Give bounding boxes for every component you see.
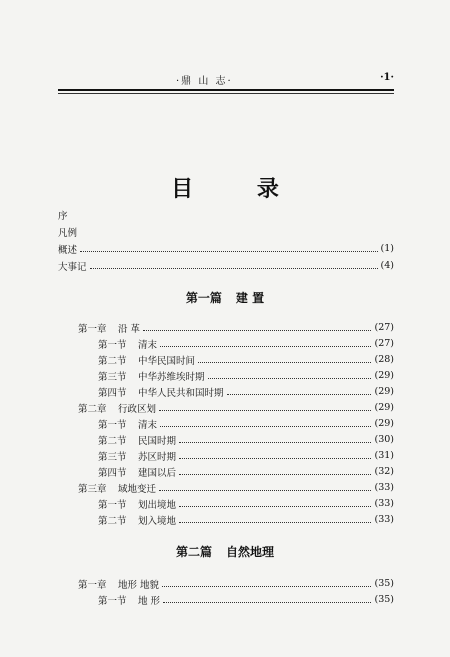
dot-leader — [163, 601, 371, 603]
toc-chapter[interactable] — [78, 400, 394, 415]
toc-section[interactable] — [98, 384, 394, 399]
toc-entry-page: (29) — [374, 370, 394, 381]
toc-chapter[interactable] — [78, 320, 394, 335]
toc-entry-page: (32) — [374, 466, 394, 477]
toc-entry-label: 大事记 — [58, 261, 87, 273]
chapter-title: 域地变迁 — [118, 483, 157, 495]
toc-entry-label: 凡例 — [58, 227, 78, 239]
section-title: 建国以后 — [138, 467, 177, 479]
toc-section[interactable] — [98, 592, 394, 607]
toc-section[interactable] — [98, 352, 394, 367]
toc-entry-page: (29) — [374, 418, 394, 429]
dot-leader — [179, 473, 371, 475]
toc-entry-page: (33) — [374, 482, 394, 493]
part-heading-1 — [0, 289, 450, 307]
chapter-title: 地形 地貌 — [118, 579, 160, 591]
toc-entry-chronicle[interactable] — [58, 258, 394, 273]
toc-section[interactable] — [98, 416, 394, 431]
section-number: 第一节 — [98, 499, 127, 511]
dot-leader — [208, 377, 372, 379]
dot-leader — [227, 393, 372, 395]
chapter-number: 第三章 — [78, 483, 107, 495]
toc-section[interactable] — [98, 448, 394, 463]
toc-section[interactable] — [98, 496, 394, 511]
part-heading-2 — [0, 543, 450, 561]
toc-entry-page: (27) — [374, 338, 394, 349]
toc-title: 目 录 — [171, 177, 307, 202]
part-number: 第二篇 — [175, 545, 212, 559]
header-rule-thick — [58, 89, 394, 91]
header-page-number: ·1· — [380, 72, 394, 83]
toc-section[interactable] — [98, 368, 394, 383]
dot-leader — [143, 329, 371, 331]
section-title: 地 形 — [138, 595, 161, 607]
section-number: 第四节 — [98, 387, 127, 399]
toc-entry-overview[interactable] — [58, 241, 394, 256]
section-number: 第二节 — [98, 355, 127, 367]
toc-entry-page: (33) — [374, 498, 394, 509]
section-title: 中华民国时间 — [138, 355, 196, 367]
toc-entry-page: (1) — [380, 243, 394, 254]
toc-entry-label: 序 — [58, 210, 68, 222]
dot-leader — [179, 457, 371, 459]
section-number: 第一节 — [98, 595, 127, 607]
dot-leader — [159, 489, 371, 491]
section-title: 划出境地 — [138, 499, 177, 511]
section-title: 划入境地 — [138, 515, 177, 527]
dot-leader — [162, 585, 371, 587]
toc-entry-page: (28) — [374, 354, 394, 365]
section-title: 苏区时期 — [138, 451, 177, 463]
dot-leader — [179, 505, 371, 507]
section-number: 第二节 — [98, 515, 127, 527]
toc-section[interactable] — [98, 512, 394, 527]
toc-chapter[interactable] — [78, 480, 394, 495]
section-number: 第三节 — [98, 451, 127, 463]
section-number: 第三节 — [98, 371, 127, 383]
dot-leader — [159, 409, 371, 411]
toc-chapter[interactable] — [78, 576, 394, 591]
header-title: ·鼎 山 志· — [176, 76, 233, 87]
toc-entry-page: (33) — [374, 514, 394, 525]
toc-section[interactable] — [98, 464, 394, 479]
toc-entry-page: (29) — [374, 402, 394, 413]
section-title: 中华人民共和国时期 — [138, 387, 224, 399]
toc-entry-page: (4) — [380, 260, 394, 271]
section-number: 第二节 — [98, 435, 127, 447]
dot-leader — [179, 441, 371, 443]
part-name: 建 置 — [235, 291, 265, 305]
dot-leader — [179, 521, 371, 523]
header-rule-thin — [58, 93, 394, 94]
dot-leader — [90, 267, 378, 269]
chapter-number: 第二章 — [78, 403, 107, 415]
toc-entry-page: (29) — [374, 386, 394, 397]
section-title: 清末 — [138, 419, 158, 431]
dot-leader — [80, 250, 378, 252]
part-name: 自然地理 — [226, 545, 275, 559]
section-title: 民国时期 — [138, 435, 177, 447]
running-header — [58, 72, 394, 86]
chapter-title: 行政区划 — [118, 403, 157, 415]
toc-section[interactable] — [98, 432, 394, 447]
section-number: 第四节 — [98, 467, 127, 479]
dot-leader — [160, 345, 371, 347]
toc-entry-preface[interactable] — [58, 207, 394, 222]
section-number: 第一节 — [98, 419, 127, 431]
toc-entry-label: 概述 — [58, 244, 78, 256]
toc-entry-page: (27) — [374, 322, 394, 333]
section-number: 第一节 — [98, 339, 127, 351]
dot-leader — [160, 425, 371, 427]
toc-entry-page: (35) — [374, 578, 394, 589]
part-number: 第一篇 — [185, 291, 222, 305]
chapter-title: 沿 革 — [118, 323, 141, 335]
toc-section[interactable] — [98, 336, 394, 351]
section-title: 中华苏维埃时期 — [138, 371, 205, 383]
dot-leader — [198, 361, 371, 363]
toc-entry-guide[interactable] — [58, 224, 394, 239]
toc-entry-page: (31) — [374, 450, 394, 461]
section-title: 清末 — [138, 339, 158, 351]
chapter-number: 第一章 — [78, 323, 107, 335]
toc-entry-page: (35) — [374, 594, 394, 605]
toc-entry-page: (30) — [374, 434, 394, 445]
chapter-number: 第一章 — [78, 579, 107, 591]
